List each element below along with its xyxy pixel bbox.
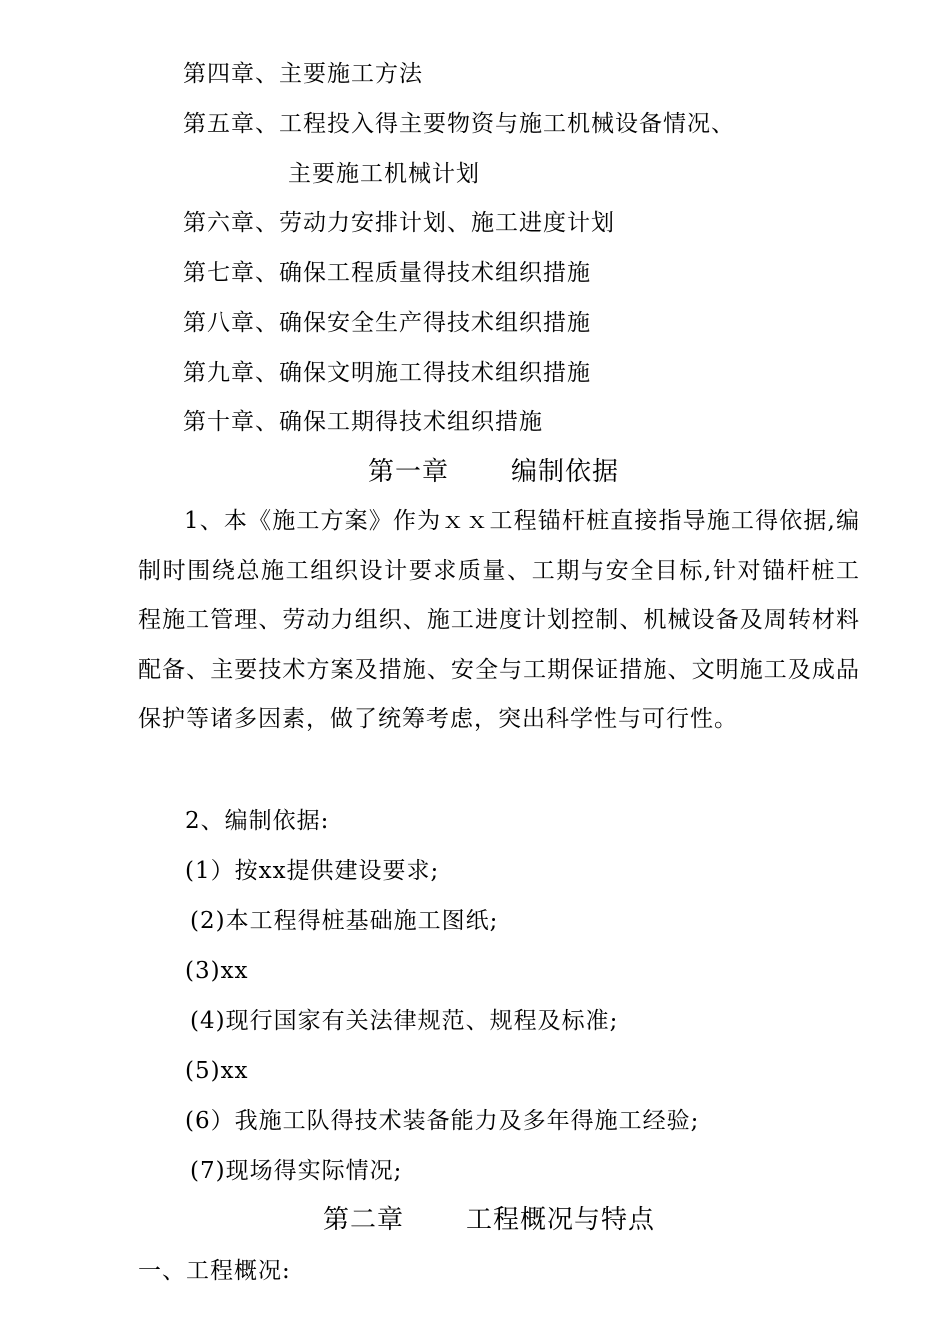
toc-entry-chapter-5-continued: 主要施工机械计划 xyxy=(288,161,480,187)
basis-item-6: (6）我施工队得技术装备能力及多年得施工经验; xyxy=(185,1108,700,1134)
basis-item-3: (3)xx xyxy=(185,958,249,984)
toc-entry-chapter-10: 第十章、确保工期得技术组织措施 xyxy=(183,409,543,435)
toc-entry-chapter-8: 第八章、确保安全生产得技术组织措施 xyxy=(183,310,591,336)
toc-entry-chapter-6: 第六章、劳动力安排计划、施工进度计划 xyxy=(183,210,615,236)
toc-entry-chapter-4: 第四章、主要施工方法 xyxy=(183,61,423,87)
chapter-2-title: 工程概况与特点 xyxy=(466,1205,656,1235)
basis-item-5: (5)xx xyxy=(185,1058,249,1084)
basis-item-4: (4)现行国家有关法律规范、规程及标准; xyxy=(190,1008,619,1034)
basis-item-1: (1）按xx提供建设要求; xyxy=(185,858,440,884)
chapter-1-heading xyxy=(368,455,619,489)
basis-item-7: (7)现场得实际情况; xyxy=(190,1158,403,1184)
chapter-1-paragraph-1: 1、本《施工方案》作为ｘｘ工程锚杆桩直接指导施工得依据,编制时围绕总施工组织设计要求质量、工期与安全目标,针对锚杆桩工程施工管理、劳动力组织、施工进度计划控制、机械设备及周转材料配备、主要技术方案及措施、安全与工期保证措施、文明施工及成品保护等诸多因素，做了统筹考虑，突出科学性与可行性。 xyxy=(138,508,860,733)
basis-item-2: (2)本工程得桩基础施工图纸; xyxy=(190,908,499,934)
basis-heading: 2、编制依据: xyxy=(185,808,330,834)
toc-entry-chapter-5: 第五章、工程投入得主要物资与施工机械设备情况、 xyxy=(183,111,735,137)
toc-entry-chapter-7: 第七章、确保工程质量得技术组织措施 xyxy=(183,260,591,286)
chapter-2-label: 第二章 xyxy=(323,1205,405,1235)
chapter-1-label: 第一章 xyxy=(368,457,450,487)
section-project-overview: 一、工程概况: xyxy=(138,1258,291,1284)
chapter-2-heading xyxy=(323,1203,655,1237)
toc-entry-chapter-9: 第九章、确保文明施工得技术组织措施 xyxy=(183,360,591,386)
chapter-1-title: 编制依据 xyxy=(511,457,620,487)
